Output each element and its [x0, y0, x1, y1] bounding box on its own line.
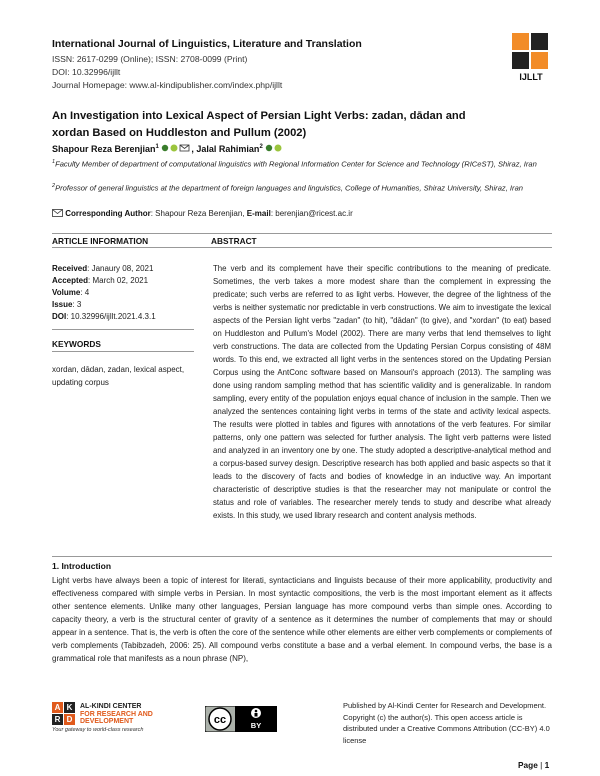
- affiliation-1: $^1$Faculty Member of department of computational linguistics with Regional Information Center for Science and Technology (RICeST), Shiraz, Iran: [52, 159, 537, 169]
- author-1-sup: 1: [155, 144, 159, 150]
- by-text: BY: [250, 721, 262, 730]
- email-label: E-mail: [246, 209, 271, 218]
- divider-header: [52, 247, 552, 248]
- author-1-name: Shapour Reza Berenjian: [52, 144, 156, 154]
- paper-title: An Investigation into Lexical Aspect of Persian Light Verbs: zadan, dādan and xordan Based on Huddleston and Pullum (2002): [52, 110, 466, 139]
- article-info-heading: ARTICLE INFORMATION: [52, 236, 149, 246]
- kd-letter: A: [52, 702, 63, 713]
- orcid-icon[interactable]: [265, 143, 285, 153]
- cc-text: cc: [213, 714, 227, 726]
- author-line: [52, 143, 285, 154]
- kd-tagline: Your gateway to world-class research: [52, 727, 144, 733]
- divider-keywords-top: [52, 329, 194, 330]
- volume: Volume: 4: [52, 288, 90, 297]
- orcid-email-icons[interactable]: [161, 143, 191, 153]
- creative-commons-icon: [205, 706, 277, 732]
- journal-title: International Journal of Linguistics, Literature and Translation: [52, 38, 362, 50]
- journal-homepage[interactable]: Journal Homepage: www.al-kindipublisher.com/index.php/ijllt: [52, 80, 283, 90]
- corr-label: Corresponding Author: [65, 209, 151, 218]
- author-2-sup: 2: [259, 144, 263, 150]
- abstract-heading: ABSTRACT: [211, 236, 257, 246]
- alkindi-logo: [52, 702, 202, 736]
- affiliation-2: $^2$Professor of general linguistics at the department of foreign languages and linguistics, College of Humanities, Shiraz University, Shiraz, Iran: [52, 183, 524, 193]
- abstract-text: The verb and its complement have their specific contributions to the meaning of predicate. Sometimes, the verb takes a more modest share than the complement in expressing the predicate; such verbs are referred to as light verbs. However, the degree of the lightness of the verbs is neither systematic nor predictable in verb constructions. We aim to investigate the lexical aspects of the Persian light verbs "zadan" (to hit), "dādan" (to give), and "xordan" (to eat) based on Huddleston and Pullum's Model (2002). There are many verbs that lend themselves to light verb constructions. The data are collected from the Updating Persian Corpus consisting of 48M words. To this end, we extracted all light verbs in the sentences stored on the Updating Persian Corpus using the AntConc software based on Mansouri's approach (2013). The sampling was done using random sampling method that has scientific validity and is generalizable. In random sampling, every entity of the population enjoys equal chance of inclusion in the sample. Then we analyzed the sentences containing light verbs in terms of the state and activity lexical aspects. The results were plotted in tables and figures with annotations of the verb features. For similar patterns, only one pattern was selected for further analysis. The light verb patterns were listed and analyzed in an inventory one by one. The study adopted a descriptive-analytical method and a corpus-based survey design. Descriptive research has both applied and basic aspects so that it leads to the discovery of facts and bodies of knowledge in an inductive way. An important characteristic of descriptive studies is that the researcher may not manipulate or control the status and role of variables. The researcher merely tends to study and describe what already exists. In this study, we used library research and content analysis methods.: [213, 264, 551, 520]
- page-number: Page | 1: [518, 760, 550, 770]
- journal-issn: ISSN: 2617-0299 (Online); ISSN: 2708-0099 (Print): [52, 54, 248, 64]
- publisher-note: Published by Al-Kindi Center for Research and Development. Copyright (c) the author(s). This open access article is distributed under a Creative Commons Attribution (CC-BY) 4.0 license: [343, 701, 550, 745]
- kd-letter: D: [64, 714, 75, 725]
- kd-letter: R: [52, 714, 63, 725]
- author-2-name: Jalal Rahimian: [196, 144, 260, 154]
- issue: Issue: 3: [52, 300, 82, 309]
- cc-by-badge[interactable]: [205, 706, 277, 732]
- accepted-date: Accepted: March 02, 2021: [52, 276, 149, 285]
- corr-email[interactable]: : berenjian@ricest.ac.ir: [270, 209, 353, 218]
- journal-doi: DOI: 10.32996/ijllt: [52, 67, 121, 77]
- divider-keywords: [52, 351, 194, 352]
- kd-letter: K: [64, 702, 75, 713]
- journal-logo: [512, 33, 550, 71]
- article-doi[interactable]: DOI: 10.32996/ijllt.2021.4.3.1: [52, 312, 156, 321]
- corr-name: : Shapour Reza Berenjian,: [150, 209, 245, 218]
- corresponding-author: [52, 209, 353, 218]
- orcid-icon: [171, 145, 178, 152]
- divider-top: [52, 233, 552, 234]
- keywords: xordan, dādan, zadan, lexical aspect, updating corpus: [52, 365, 185, 387]
- author-separator: ,: [191, 144, 197, 154]
- journal-logo-text: IJLLT: [519, 72, 543, 82]
- intro-heading: 1. Introduction: [52, 561, 112, 571]
- received-date: Received: Janaury 08, 2021: [52, 264, 154, 273]
- kd-name: AL-KINDI CENTER FOR RESEARCH AND DEVELOPMENT: [80, 703, 153, 725]
- keywords-heading: KEYWORDS: [52, 339, 101, 349]
- orcid-icon: [162, 145, 168, 151]
- intro-text: Light verbs have always been a topic of interest for literati, syntacticians and linguists because of their more applicability, productivity and effectiveness compared with simple verbs in Persian. In most syntactic compositions, the verb is the most important element as it affects other sentence elements. Unlike many other languages, Persian language has more compound verbs than simple ones. According to capacity theory, a verb is the structural center of gravity of a sentence as it determines the number of complements that may or should appear in a sentence. That is, the verb is often the core of the sentence while other elements are either verb complements or complements of verb complements (Tabibzadeh, 2006: 25). All compound verbs constitute a base and a verbal element. In compound verbs, the base is a grammatical role that manifests as a noun phrase (NP),: [52, 576, 552, 663]
- divider-bottom: [52, 556, 552, 557]
- mail-icon: [52, 209, 63, 217]
